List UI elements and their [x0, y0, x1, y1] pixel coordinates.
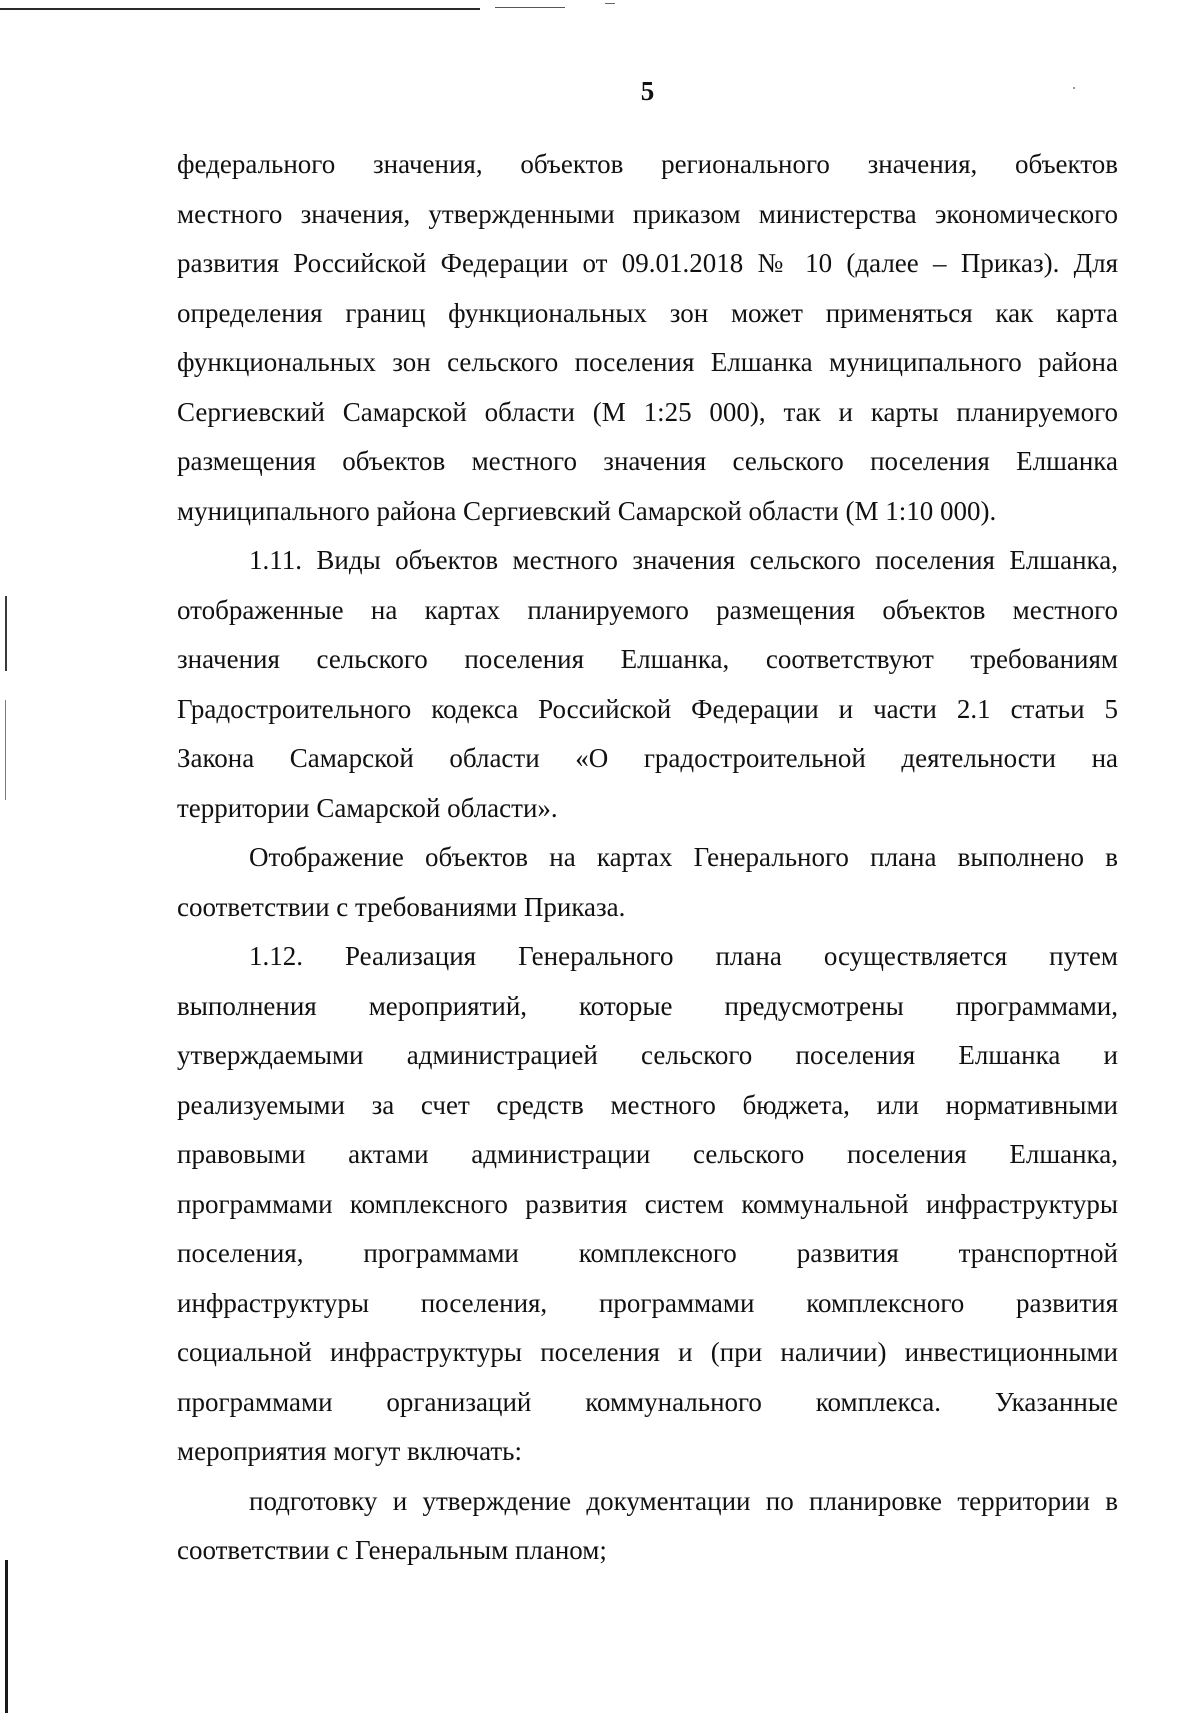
document-body — [177, 140, 1118, 1576]
text-line: Сергиевский Самарской области (М 1:25 000), так и карты планируемого — [177, 396, 1118, 427]
text-line: реализуемыми за счет средств местного бюджета, или нормативными — [177, 1089, 1118, 1120]
text-line: Градостроительного кодекса Российской Федерации и части 2.1 статьи 5 — [177, 693, 1118, 724]
text-line: программами комплексного развития систем коммунальной инфраструктуры — [177, 1188, 1118, 1219]
text-line: территории Самарской области». — [177, 792, 558, 823]
text-line: Закона Самарской области «О градостроительной деятельности на — [177, 743, 1118, 773]
text-line: размещения объектов местного значения сельского поселения Елшанка — [177, 446, 1118, 476]
text-line: местного значения, утвержденными приказом министерства экономического — [177, 198, 1118, 229]
text-line: муниципального района Сергиевский Самарской области (М 1:10 000). — [177, 495, 997, 526]
text-line: Отображение объектов на картах Генерального плана выполнено в — [249, 842, 1118, 872]
text-line: социальной инфраструктуры поселения и (при наличии) инвестиционными — [177, 1337, 1118, 1367]
text-line: значения сельского поселения Елшанка, соответствуют требованиям — [177, 644, 1118, 674]
text-line: соответствии с требованиями Приказа. — [177, 891, 626, 922]
text-line: соответствии с Генеральным планом; — [177, 1535, 607, 1565]
text-line: выполнения мероприятий, которые предусмотрены программами, — [177, 990, 1118, 1021]
text-line: определения границ функциональных зон может применяться как карта — [177, 297, 1118, 328]
text-line: программами организаций коммунального комплекса. Указанные — [177, 1386, 1118, 1417]
text-line: федерального значения, объектов регионального значения, объектов — [177, 149, 1118, 179]
text-line: развития Российской Федерации от 09.01.2018 № 10 (далее – Приказ). Для — [177, 248, 1118, 278]
text-line: утверждаемыми администрацией сельского поселения Елшанка и — [177, 1040, 1118, 1070]
text-line: правовыми актами администрации сельского поселения Елшанка, — [177, 1139, 1118, 1169]
text-line: инфраструктуры поселения, программами комплексного развития — [177, 1287, 1118, 1318]
text-line: поселения, программами комплексного развития транспортной — [177, 1238, 1118, 1268]
text-line: мероприятия могут включать: — [177, 1436, 522, 1466]
text-line: отображенные на картах планируемого размещения объектов местного — [177, 594, 1118, 625]
scan-artifact-left-line — [5, 596, 7, 671]
scan-artifact-left-edge — [5, 1560, 8, 1713]
scan-artifact-top-line — [0, 8, 480, 10]
text-line: функциональных зон сельского поселения Елшанка муниципального района — [177, 347, 1118, 377]
scan-artifact-left-line-faint — [5, 700, 6, 800]
text-line: 1.11. Виды объектов местного значения сельского поселения Елшанка, — [249, 545, 1118, 575]
scan-artifact-top-line-short — [495, 7, 565, 8]
scan-artifact-top-mark — [605, 3, 615, 10]
text-line: 1.12. Реализация Генерального плана осуществляется путем — [249, 941, 1118, 971]
text-line: подготовку и утверждение документации по планировке территории в — [249, 1485, 1118, 1516]
page-number: 5 — [640, 76, 655, 106]
